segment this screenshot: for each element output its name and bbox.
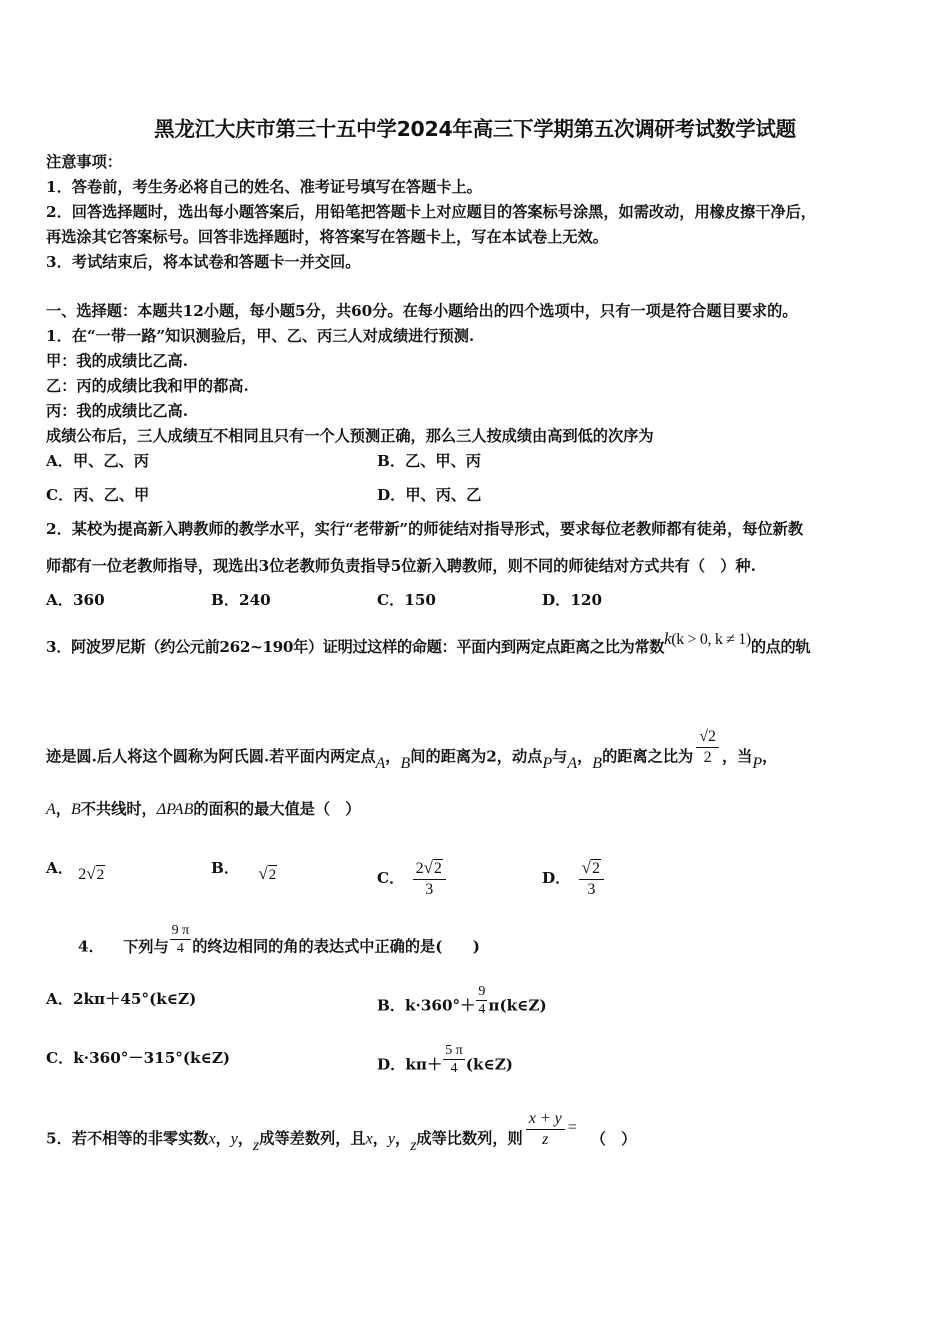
- q3-comma-3: ，: [762, 747, 778, 766]
- q2-line-2: 师都有一位老教师指导，现选出3位老教师负责指导5位新入聘教师，则不同的师徒结对方式共有（ ）种.: [46, 557, 756, 575]
- page-title: 黑龙江大庆市第三十五中学2024年高三下学期第五次调研考试数学试题: [154, 117, 796, 141]
- q4-option-d-pre: kπ＋: [405, 1055, 443, 1074]
- q2-option-b: B．240: [211, 591, 271, 609]
- q3-point-b-2: B: [592, 754, 603, 772]
- sqrt-icon: √: [581, 858, 591, 877]
- q4-option-d-num: 5 π: [445, 1043, 463, 1058]
- sqrt-icon: √: [423, 858, 433, 877]
- q4-frac-den: 4: [176, 941, 184, 956]
- q3-option-a-expr: [78, 864, 105, 885]
- q5-stem: [46, 1110, 637, 1160]
- q3-option-b-expr: [258, 864, 277, 885]
- q1-stem: 1．在“一带一路”知识测验后，甲、乙、丙三人对成绩进行预测.: [46, 327, 475, 345]
- q3-text-7: ，当: [721, 747, 753, 766]
- q1-yi: 乙：丙的成绩比我和甲的都高.: [46, 377, 249, 395]
- q3-option-c-num: [413, 858, 446, 880]
- q5-text-1: 5．若不相等的非零实数: [46, 1129, 209, 1148]
- q3-option-d-label: D．: [542, 869, 571, 887]
- q3-point-a-3: A: [46, 801, 56, 818]
- q1-option-d: D．甲、丙、乙: [377, 486, 482, 504]
- q4-option-d-label: D．: [377, 1055, 406, 1074]
- q4-option-c: C．k·360°－315°(k∈Z): [46, 1049, 231, 1067]
- q3-ratio-fraction: [696, 727, 719, 768]
- notice-item-3: 3．考试结束后，将本试卷和答题卡一并交回。: [46, 253, 361, 271]
- section-heading: 一、选择题：本题共12小题，每小题5分，共60分。在每小题给出的四个选项中，只有一项是符合题目要求的。: [46, 302, 798, 320]
- q1-jia: 甲：我的成绩比乙高.: [46, 352, 188, 370]
- q5-sep-4: ，: [395, 1129, 411, 1148]
- q3-option-d-radicand: 2: [592, 860, 600, 877]
- q5-sep-1: ，: [215, 1129, 231, 1148]
- q5-sep-3: ，: [372, 1129, 388, 1148]
- q2-option-a: A．360: [46, 591, 105, 609]
- q1-question: 成绩公布后，三人成绩互不相同且只有一个人预测正确，那么三人按成绩由高到低的次序为: [46, 427, 654, 445]
- q3-option-b-radicand: 2: [268, 866, 277, 883]
- q3-option-c: [377, 858, 449, 900]
- q4-option-d-den: 4: [450, 1061, 458, 1076]
- q3-option-b-label: B．: [211, 859, 240, 877]
- q5-var-y-2: y: [387, 1130, 395, 1148]
- q1-option-b: B．乙、甲、丙: [377, 452, 481, 470]
- q3-line-3: [46, 799, 360, 820]
- q3-comma-1: ，: [385, 747, 401, 766]
- sqrt-icon: √: [86, 864, 96, 883]
- q3-option-c-coef: 2: [415, 860, 424, 877]
- q3-ratio-num: √2: [696, 727, 719, 748]
- q5-var-y: y: [230, 1130, 238, 1148]
- q1-bing: 丙：我的成绩比乙高.: [46, 402, 188, 420]
- q3-condition: (k > 0, k ≠ 1): [671, 631, 751, 648]
- q4-option-b-den: 4: [478, 1002, 486, 1017]
- q4-number: 4．: [78, 937, 104, 956]
- q3-k: k: [664, 629, 672, 648]
- q4-option-b-post: π(k∈Z): [488, 996, 547, 1015]
- q3-option-c-radicand: 2: [433, 860, 442, 877]
- q5-var-x-2: x: [365, 1130, 373, 1148]
- notice-heading: 注意事项：: [46, 153, 122, 171]
- q4-option-b-pre: k·360°＋: [405, 996, 476, 1015]
- q3-ratio-den: 2: [703, 749, 712, 766]
- q4-text-2: 的终边相同的角的表达式中正确的是( ): [192, 937, 480, 956]
- q5-frac-den: z: [542, 1131, 549, 1148]
- q4-stem: [78, 923, 480, 965]
- q3-option-d-den: 3: [587, 881, 596, 898]
- q3-point-a: A: [375, 754, 386, 772]
- q3-comma-4: ，: [55, 800, 71, 818]
- q3-triangle: ΔPAB: [156, 801, 194, 818]
- q4-option-d: [377, 1043, 513, 1083]
- sqrt-icon: √: [258, 864, 268, 883]
- q2-option-c: C．150: [377, 591, 436, 609]
- q3-option-d-fraction: [579, 858, 604, 900]
- q3-text-8: 不共线时，: [80, 800, 157, 818]
- q4-option-b-label: B．: [377, 996, 406, 1015]
- notice-item-2a: 2．回答选择题时，选出每小题答案后，用铅笔把答题卡上对应题目的答案标号涂黑，如需改动，用橡皮擦干净后，: [46, 203, 816, 221]
- q3-point-p-2: P: [752, 754, 763, 772]
- q3-option-a-coef: 2: [78, 866, 87, 883]
- q4-option-b-num: 9: [478, 984, 486, 999]
- q3-option-a-label: A．: [46, 859, 73, 877]
- q3-text-2: 的点的轨: [750, 638, 811, 656]
- q5-fraction: [526, 1109, 565, 1150]
- q3-option-c-fraction: [413, 858, 446, 900]
- q3-comma-2: ，: [577, 747, 593, 766]
- q3-text-9: 的面积的最大值是（ ）: [193, 800, 361, 818]
- q4-frac-num: 9 π: [171, 923, 190, 938]
- q4-option-d-post: (k∈Z): [465, 1055, 513, 1074]
- q3-line-1: [46, 629, 811, 658]
- q3-point-b-3: B: [70, 801, 81, 818]
- q3-text-6: 的距离之比为: [602, 747, 694, 766]
- q3-option-a: [46, 858, 105, 883]
- notice-item-2b: 再选涂其它答案标号。回答非选择题时，将答案写在答题卡上，写在本试卷上无效。: [46, 228, 608, 246]
- q5-equals: =: [567, 1118, 577, 1136]
- q4-option-d-fraction: [443, 1042, 465, 1077]
- q2-option-d: D．120: [542, 591, 603, 609]
- q3-point-b: B: [400, 754, 411, 772]
- q3-text-4: 间的距离为2，动点: [410, 747, 543, 766]
- q3-option-c-label: C．: [377, 869, 405, 887]
- q1-option-c: C．丙、乙、甲: [46, 486, 150, 504]
- q3-option-d-num: [579, 858, 604, 880]
- notice-item-1: 1．答卷前，考生务必将自己的姓名、准考证号填写在答题卡上。: [46, 178, 482, 196]
- q4-fraction: [170, 922, 192, 957]
- q4-option-b: [377, 984, 547, 1024]
- q3-line-2: [46, 728, 778, 778]
- q5-var-z: z: [253, 1136, 260, 1154]
- q5-text-3: 成等比数列，则: [416, 1129, 523, 1148]
- q3-text-1: 3．阿波罗尼斯（约公元前262~190年）证明过这样的命题：平面内到两定点距离之比为常数: [46, 638, 665, 656]
- q3-text-3: 迹是圆.后人将这个圆称为阿氏圆.若平面内两定点: [46, 747, 376, 766]
- q5-text-4: （ ）: [590, 1129, 637, 1148]
- q3-option-d: [542, 858, 607, 900]
- q5-sep-2: ，: [237, 1129, 254, 1148]
- q3-option-c-den: 3: [425, 881, 434, 898]
- q2-line-1: 2．某校为提高新入聘教师的教学水平，实行“老带新”的师徒结对指导形式，要求每位老教师都有徒弟，每位新教: [46, 520, 804, 538]
- q5-var-x: x: [208, 1130, 216, 1148]
- q3-option-a-radicand: 2: [96, 866, 105, 883]
- q4-option-b-fraction: [476, 983, 487, 1018]
- q1-option-a: A．甲、乙、丙: [46, 452, 149, 470]
- q5-var-z-2: z: [410, 1136, 417, 1154]
- q3-text-5: 与: [552, 747, 568, 766]
- q3-point-a-2: A: [567, 754, 578, 772]
- q3-point-p: P: [542, 754, 553, 772]
- q5-text-2: 成等差数列，且: [259, 1129, 366, 1148]
- q5-frac-num: x + y: [526, 1109, 565, 1130]
- q4-text-1: 下列与: [123, 937, 169, 956]
- q4-option-a: A．2kπ＋45°(k∈Z): [46, 990, 197, 1008]
- q3-option-b: [211, 858, 277, 883]
